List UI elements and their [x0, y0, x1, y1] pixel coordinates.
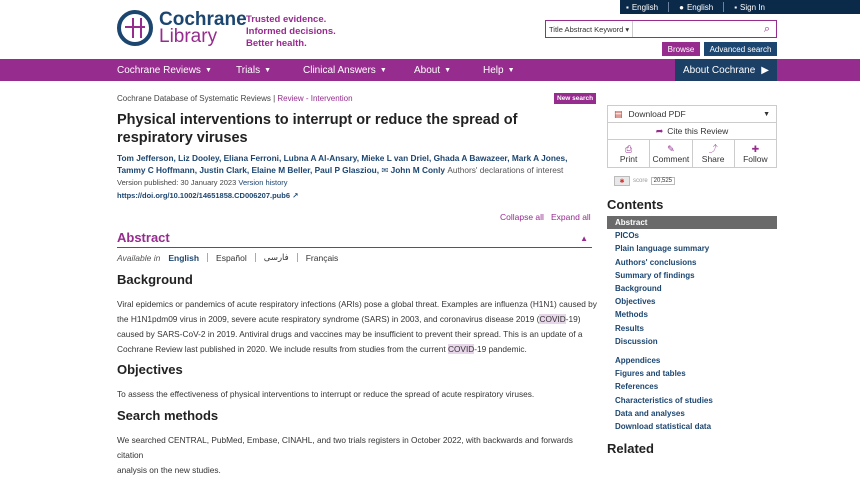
utility-bar: [620, 0, 860, 14]
chevron-right-icon: ▶: [761, 64, 769, 76]
pdf-icon: ▤: [614, 108, 623, 119]
search-icon[interactable]: ⌕: [763, 22, 771, 35]
toc-item[interactable]: Figures and tables: [615, 369, 686, 379]
sign-in-link[interactable]: ▪ Sign In: [734, 2, 765, 12]
publication-info: Version published: 30 January 2023 Version history: [117, 178, 288, 187]
database-link[interactable]: Cochrane Database of Systematic Reviews: [117, 94, 271, 103]
author-list: [117, 153, 592, 176]
toc-item[interactable]: Characteristics of studies: [615, 395, 713, 405]
objectives-heading: Objectives: [117, 362, 183, 377]
caret-down-icon: ▼: [763, 110, 770, 118]
toc-item[interactable]: Results: [615, 323, 644, 333]
toc-item[interactable]: Abstract: [607, 216, 777, 229]
search-input[interactable]: [633, 21, 758, 37]
contact-author[interactable]: John M Conly: [390, 164, 446, 175]
language-switch[interactable]: ▪ English: [626, 2, 659, 12]
toc-item[interactable]: Discussion: [615, 336, 658, 346]
caret-down-icon: ▼: [507, 66, 515, 74]
print-icon: ⎙: [625, 143, 633, 154]
comment-icon: ✎: [667, 143, 675, 154]
caret-down-icon: ▼: [444, 66, 452, 74]
toc-item[interactable]: Background: [615, 284, 662, 294]
page-title: Physical interventions to interrupt or reduce the spread of respiratory viruses: [117, 112, 518, 146]
browse-button[interactable]: Browse: [662, 42, 700, 56]
toc-item[interactable]: References: [615, 382, 659, 392]
plus-icon: ✚: [751, 143, 760, 154]
share-arrow-icon: ➦: [655, 125, 664, 136]
search-methods-text: We searched CENTRAL, PubMed, Embase, CINAHL, and two trials registers in October 2022, with backwards and forwards citation analysis on the new studies.: [117, 435, 573, 475]
altmetric-icon: ✱: [614, 176, 630, 186]
nav-trials[interactable]: Trials ▼: [236, 64, 272, 76]
toc-item[interactable]: Data and analyses: [615, 408, 685, 418]
toc-item[interactable]: Objectives: [615, 297, 656, 307]
caret-down-icon: ▼: [204, 66, 212, 74]
nav-cochrane-reviews[interactable]: Cochrane Reviews ▼: [117, 64, 212, 76]
brand-line-1: Cochrane: [159, 9, 247, 30]
doi-link[interactable]: https://doi.org/10.1002/14651858.CD006207.pub6 ↗: [117, 191, 299, 200]
background-heading: Background: [117, 272, 193, 287]
toc-item[interactable]: Download statistical data: [615, 421, 712, 431]
download-pdf-button[interactable]: ▤ Download PDF ▼: [607, 105, 777, 123]
altmetric-badge[interactable]: ✱ score 20,525: [614, 176, 675, 186]
search-scope-select[interactable]: Title Abstract Keyword ▾: [546, 21, 633, 37]
caret-down-icon: ▼: [264, 66, 272, 74]
abstract-languages: Available in English Español فارسی Français: [117, 252, 339, 263]
advanced-search-button[interactable]: Advanced search: [704, 42, 777, 56]
toc-item[interactable]: Plain language summary: [615, 244, 710, 254]
lang-english[interactable]: English: [168, 252, 200, 263]
print-button[interactable]: ⎙ Print: [608, 140, 650, 167]
altmetric-score: 20,525: [651, 177, 675, 185]
cite-review-button[interactable]: ➦ Cite this Review: [607, 123, 777, 140]
lang-espanol[interactable]: Español: [216, 252, 247, 263]
nav-clinical-answers[interactable]: Clinical Answers ▼: [303, 64, 387, 76]
toc-item[interactable]: PICOs: [615, 231, 640, 241]
nav-help[interactable]: Help ▼: [483, 64, 515, 76]
version-history-link[interactable]: Version history: [238, 178, 288, 187]
review-type: Review - Intervention: [277, 94, 353, 103]
lang-francais[interactable]: Français: [305, 252, 339, 263]
search-bar: [545, 20, 777, 38]
external-link-icon: ↗: [292, 191, 299, 200]
authors[interactable]: Tom Jefferson, Liz Dooley, Eliana Ferroni, Lubna A Al-Ansary, Mieke L van Driel, Ghada A Bawazeer, Mark A Jones, Tammy C Hoffmann, Justin Clark, Elaine M Beller, Paul P Glasziou,: [117, 153, 568, 175]
divider: [668, 2, 669, 12]
expand-all-link[interactable]: Expand all: [551, 212, 591, 222]
related-heading: Related: [607, 441, 654, 456]
tagline: Trusted evidence. Informed decisions. Better health.: [246, 14, 336, 49]
caret-down-icon: ▼: [379, 66, 387, 74]
user-icon: ▪: [734, 2, 738, 12]
caret-down-icon: ▾: [625, 24, 630, 34]
review-actions: [607, 140, 777, 168]
toc-item[interactable]: Appendices: [615, 355, 661, 365]
breadcrumb: Cochrane Database of Systematic Reviews | Review - Intervention: [117, 94, 353, 103]
toc-item[interactable]: Summary of findings: [615, 270, 695, 280]
share-button[interactable]: ⤴ Share: [693, 140, 735, 167]
email-icon: ✉: [381, 164, 389, 175]
contents-heading: Contents: [607, 197, 664, 212]
objectives-text: To assess the effectiveness of physical interventions to interrupt or reduce the spread of acute respiratory viruses.: [117, 389, 535, 399]
background-text: Viral epidemics or pandemics of acute respiratory infections (ARIs) pose a global threat. Examples are influenza (H1N1) caused by the H1N1pdm09 virus in 2009, severe acute respiratory syndrome (SARS) in 2003, and coronavirus disease 2019 (COVID-19) caused by SARS-CoV-2 in 2019. Antiviral drugs and vaccines may be insufficient to prevent their spread. This is an update of a Cochrane Review last published in 2020. We include results from studies from the current COVID-19 pandemic.: [117, 299, 597, 354]
language-select[interactable]: ● English: [679, 2, 714, 12]
collapse-all-link[interactable]: Collapse all: [500, 212, 544, 222]
share-icon: ⤴: [708, 143, 718, 154]
brand-line-2: Library: [159, 26, 218, 47]
divider: [723, 2, 724, 12]
lang-farsi[interactable]: فارسی: [263, 252, 289, 262]
comment-button[interactable]: ✎ Comment: [650, 140, 692, 167]
nav-about[interactable]: About ▼: [414, 64, 452, 76]
search-methods-heading: Search methods: [117, 408, 219, 423]
toc-item[interactable]: Authors' conclusions: [615, 257, 697, 267]
cochrane-logo[interactable]: [117, 10, 247, 46]
table-of-contents: [607, 216, 777, 433]
caret-up-icon[interactable]: ▲: [580, 234, 588, 243]
toc-item[interactable]: Methods: [615, 310, 648, 320]
declarations-link[interactable]: Authors' declarations of interest: [447, 164, 564, 175]
cochrane-logo-icon: [117, 10, 153, 46]
follow-button[interactable]: ✚ Follow: [743, 143, 768, 164]
globe-icon: ●: [679, 2, 684, 12]
new-search-badge[interactable]: New search: [554, 93, 596, 104]
flag-icon: ▪: [626, 2, 629, 12]
abstract-heading: Abstract: [117, 230, 170, 245]
about-cochrane-button[interactable]: About Cochrane ▶: [675, 59, 777, 81]
abstract-section-header[interactable]: [117, 230, 592, 248]
